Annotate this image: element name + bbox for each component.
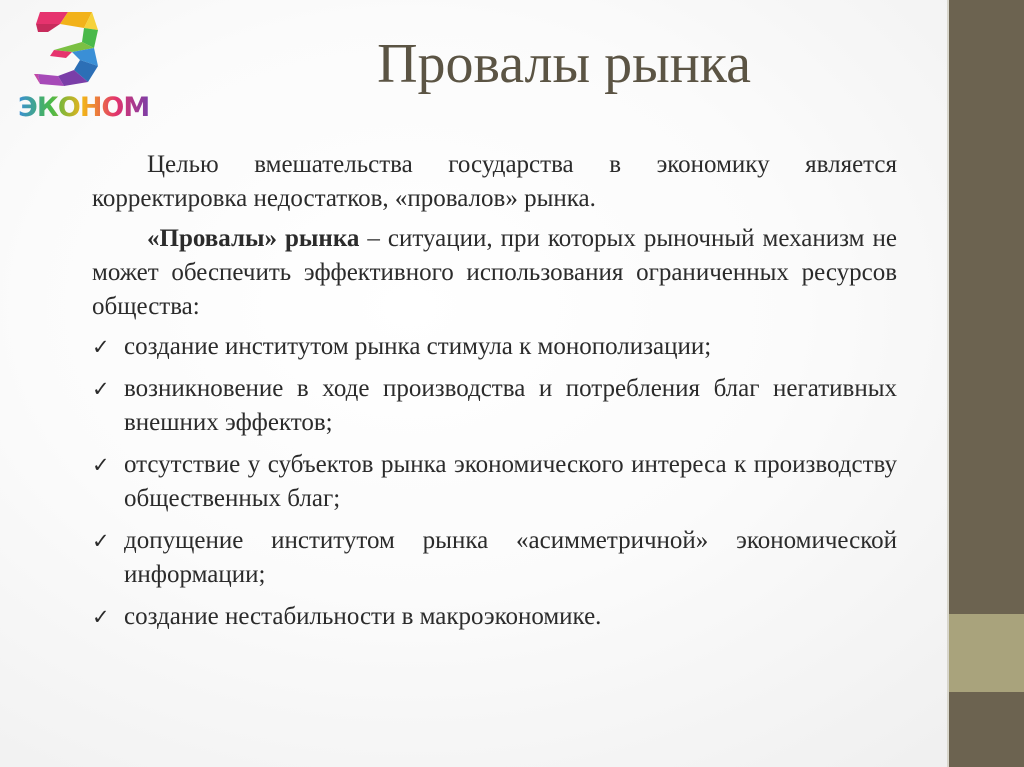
list-item-text: возникновение в ходе производства и потребления благ негативных внешних эффектов; [124,375,897,436]
definition-text: – ситуации, при которых рыночный механизм не может обеспечить эффективного использования ограниченных ресурсов общества: [92,225,897,320]
list-item [92,372,897,440]
list-item-text: отсутствие у субъектов рынка экономического интереса к производству общественных благ; [124,451,897,512]
logo-text: ЭКОНОМ [18,92,150,123]
check-icon: ✓ [92,453,110,477]
intro-paragraph: Целью вмешательства государства в экономику является корректировка недостатков, «провалов» рынка. [92,151,897,212]
side-accent-block [949,614,1024,692]
list-item [92,600,897,634]
list-item [92,448,897,516]
slide-body [92,148,897,642]
market-failures-list [92,330,897,634]
check-icon: ✓ [92,377,110,401]
definition-term: «Провалы» рынка [147,225,360,252]
list-item-text: создание нестабильности в макроэкономике. [124,603,602,630]
check-icon: ✓ [92,529,110,553]
slide-title: Провалы рынка [377,33,751,95]
check-icon: ✓ [92,605,110,629]
check-icon: ✓ [92,335,110,359]
list-item-text: допущение институтом рынка «асимметричной» экономической информации; [124,527,897,588]
list-item [92,524,897,592]
list-item [92,330,897,364]
list-item-text: создание институтом рынка стимула к монополизации; [124,333,712,360]
definition-paragraph [92,222,897,324]
